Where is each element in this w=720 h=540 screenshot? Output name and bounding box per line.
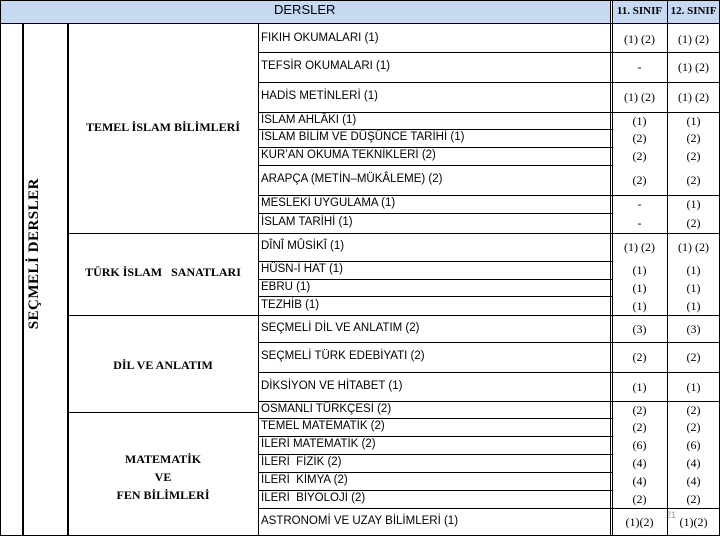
grade12-value: (1) (2) [678,60,709,74]
grade12-value: (1) [686,263,701,277]
grade12-value: (1)(2) [679,515,708,529]
grade12-value: (2) [686,402,701,417]
grid-hline [258,472,612,473]
grade11-value: (2) [632,350,647,364]
grade12-value: (2) [686,350,701,364]
grid-vline [612,0,613,535]
header-grade11-cell [612,0,667,23]
grid-hline [258,112,720,113]
grid-hline [258,213,612,214]
grade11-value: (6) [632,438,647,452]
group-title-sanatlar: TÜRK İSLAM SANATLARI [85,265,241,279]
course-name: TEFSİR OKUMALARI (1) [261,60,391,72]
header-title-cell [0,0,610,23]
course-name: ASTRONOMİ VE UZAY BİLİMLERİ (1) [261,515,459,527]
grid-hline [258,315,720,316]
grid-hline [258,436,612,437]
course-name: TEZHİB (1) [261,298,320,311]
grade11-value: (2) [632,492,647,506]
grid-hline [258,454,612,455]
grade12-value: (2) [686,492,701,506]
course-name: İLERİ FİZİK (2) [261,456,342,468]
grid-hline [258,261,612,262]
grade11-value: (1)(2) [625,515,654,529]
course-name: İLERİ KİMYA (2) [261,474,348,486]
course-name: ARAPÇA (METİN–MÜKÂLEME) (2) [261,173,443,185]
grade12-value: (4) [686,474,701,488]
grade11-value: - [637,216,642,230]
grid-hline [258,129,612,130]
grid-hline [258,52,720,53]
course-name: EBRU (1) [261,280,311,293]
grade11-value: (2) [632,402,647,417]
course-name: SEÇMELİ DİL VE ANLATIM (2) [261,321,420,334]
course-name: TEMEL MATEMATİK (2) [261,420,385,432]
page-number: 21 [666,510,677,520]
grid-hline [258,418,612,419]
grade12-value: (1) [686,197,701,211]
grade11-value: (1) (2) [624,240,655,254]
course-name: MESLEKİ UYGULAMA (1) [261,197,396,209]
grade12-value: (2) [686,420,701,434]
grade11-value: (1) [632,379,647,394]
grade11-value: (4) [632,456,647,470]
course-name: İSLAM TARİHİ (1) [261,216,353,228]
grid-vline [667,0,668,535]
grid-hline [258,296,612,297]
grid-hline [258,82,720,83]
grid-hline [258,195,720,196]
grade11-value: (1) (2) [624,31,655,46]
grid-hline [258,147,612,148]
grid-hline [67,233,258,234]
grade12-value: (1) (2) [678,90,709,104]
grade11-value: (2) [632,131,647,145]
grid-vline [0,0,1,535]
grade12-value: (1) [686,113,701,128]
grade12-value: (4) [686,456,701,470]
grid-hline [258,508,720,509]
grade12-value: (2) [686,216,701,230]
grid-hline [258,233,720,234]
grade11-value: (1) [632,113,647,128]
side-label: SEÇMELİ DERSLER [26,178,42,330]
header-grade12-cell [667,0,720,23]
grade12-value: (1) (2) [678,240,709,254]
grade11-value: - [637,197,642,211]
course-name: HÜSN-İ HAT (1) [261,263,343,275]
grade12-value: (2) [686,131,701,145]
group-title-fen-line-3: FEN BİLİMLERİ [116,488,210,502]
grade11-value: (1) [632,280,647,295]
grade12-value: (3) [686,321,701,336]
course-name: DİKSİYON VE HİTABET (1) [261,379,403,392]
grade12-value: (1) [686,298,701,313]
grid-hline [258,372,720,373]
grid-hline [67,412,258,413]
grade11-value: (1) [632,298,647,313]
grade12-value: (1) [686,379,701,394]
course-name: İLERİ BİYOLOJİ (2) [261,492,366,504]
course-name: İSLAM AHLÂKI (1) [261,113,357,126]
course-name: DÎNÎ MÛSİKÎ (1) [261,240,345,252]
course-name: SEÇMELİ TÜRK EDEBİYATI (2) [261,350,425,362]
grid-hline [67,315,258,316]
grade12-value: (2) [686,173,701,187]
grid-hline [258,490,612,491]
grade11-value: (3) [632,321,647,336]
grade12-value: (2) [686,149,701,163]
grade11-value: (2) [632,149,647,163]
grid-vline [67,23,69,535]
grid-hline [258,279,612,280]
grid-hline [258,165,612,166]
grid-hline [258,401,720,402]
grade11-value: - [637,60,642,74]
grade12-value: (6) [686,438,701,452]
header-grade12: 12. SINIF [670,5,717,17]
grade11-value: (1) (2) [624,90,655,104]
course-name: İSLAM BİLİM VE DÜŞÜNCE TARİHİ (1) [261,131,465,143]
group-title-fen-line-1: MATEMATİK [124,452,202,466]
course-name: HADİS METİNLERİ (1) [261,90,378,102]
group-title-temel: TEMEL İSLAM BİLİMLERİ [85,120,241,134]
grid-hline [0,535,720,536]
grade11-value: (4) [632,474,647,488]
course-name: KUR’AN OKUMA TEKNİKLERİ (2) [261,149,436,161]
group-title-fen [68,450,258,504]
header-title: DERSLER [274,2,336,17]
grade12-value: (1) [686,280,701,295]
header-grade11: 11. SINIF [616,5,663,17]
grade11-value: (2) [632,173,647,187]
grade11-value: (1) [632,263,647,277]
grid-hline [258,342,720,343]
group-title-dil: DİL VE ANLATIM [113,358,213,372]
grade12-value: (1) (2) [678,31,709,46]
course-name: İLERİ MATEMATİK (2) [261,438,376,450]
grid-vline [22,23,24,535]
course-name: FIKIH OKUMALARI (1) [261,31,379,44]
group-title-fen-line-2: VE [154,470,172,484]
grade11-value: (2) [632,420,647,434]
course-name: OSMANLI TÜRKÇESİ (2) [261,402,392,415]
